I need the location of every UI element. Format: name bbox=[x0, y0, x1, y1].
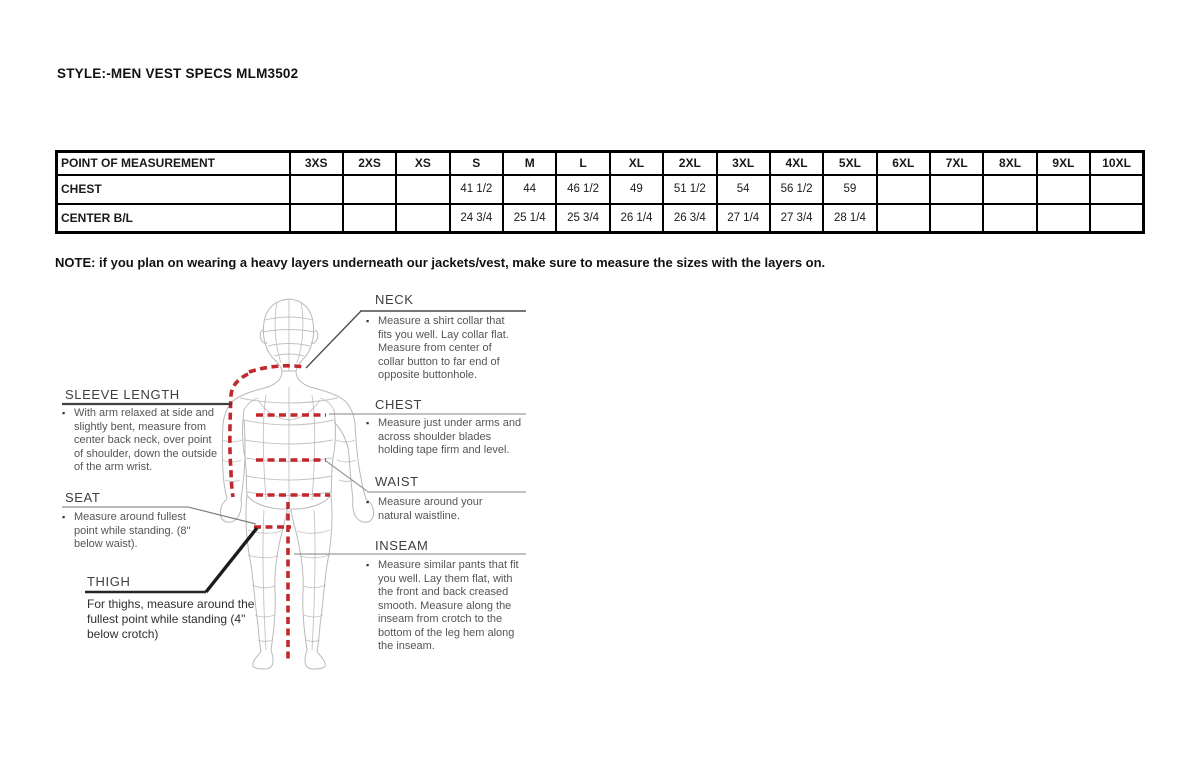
size-column-header: 9XL bbox=[1037, 152, 1090, 175]
size-column-header: S bbox=[450, 152, 503, 175]
sleeve-length-heading: SLEEVE LENGTH bbox=[65, 387, 180, 402]
neck-heading: NECK bbox=[375, 292, 414, 307]
size-column-header: 6XL bbox=[877, 152, 930, 175]
measurement-row-label: CHEST bbox=[57, 175, 290, 204]
chest-heading: CHEST bbox=[375, 397, 423, 412]
chest-description: ▪ Measure just under arms and across shoulder blades holding tape firm and level. bbox=[366, 417, 522, 458]
measurement-value-cell: 46 1/2 bbox=[556, 175, 609, 204]
measurement-value-cell: 25 1/4 bbox=[503, 204, 556, 233]
waist-description: ▪ Measure around your natural waistline. bbox=[366, 496, 506, 523]
measurement-value-cell: 59 bbox=[823, 175, 876, 204]
measurement-value-cell: 26 3/4 bbox=[663, 204, 716, 233]
inseam-heading: INSEAM bbox=[375, 538, 429, 553]
thigh-description: For thighs, measure around the fullest point while standing (4" below crotch) bbox=[87, 597, 255, 641]
size-column-header: 5XL bbox=[823, 152, 876, 175]
size-column-header: XL bbox=[610, 152, 663, 175]
size-column-header: XS bbox=[396, 152, 449, 175]
size-column-header: M bbox=[503, 152, 556, 175]
size-column-header: 10XL bbox=[1090, 152, 1143, 175]
size-column-header: 4XL bbox=[770, 152, 823, 175]
measurement-value-cell: 54 bbox=[717, 175, 770, 204]
thigh-heading: THIGH bbox=[87, 574, 131, 589]
inseam-description: ▪ Measure similar pants that fit you well. Lay them flat, with the front and back creased smooth. Measure along the inseam from crotch to the bottom of the leg hem along the inseam. bbox=[366, 559, 524, 654]
measurement-value-cell: 44 bbox=[503, 175, 556, 204]
size-column-header: 7XL bbox=[930, 152, 983, 175]
seat-description: ▪ Measure around fullest point while standing. (8" below waist). bbox=[62, 511, 207, 552]
note-text: NOTE: if you plan on wearing a heavy layers underneath our jackets/vest, make sure to measure the sizes with the layers on. bbox=[55, 255, 826, 270]
size-column-header: L bbox=[556, 152, 609, 175]
measurement-value-cell: 28 1/4 bbox=[823, 204, 876, 233]
size-column-header: 2XL bbox=[663, 152, 716, 175]
size-column-header: 3XS bbox=[290, 152, 343, 175]
size-column-header: 3XL bbox=[717, 152, 770, 175]
measurement-value-cell: 56 1/2 bbox=[770, 175, 823, 204]
measurement-value-cell: 25 3/4 bbox=[556, 204, 609, 233]
measurement-value-cell: 26 1/4 bbox=[610, 204, 663, 233]
waist-heading: WAIST bbox=[375, 474, 419, 489]
measurement-value-cell: 49 bbox=[610, 175, 663, 204]
measurement-value-cell: 24 3/4 bbox=[450, 204, 503, 233]
seat-heading: SEAT bbox=[65, 490, 101, 505]
page-title: STYLE:-MEN VEST SPECS MLM3502 bbox=[57, 66, 299, 81]
measurement-value-cell: 51 1/2 bbox=[663, 175, 716, 204]
sleeve-length-description: ▪ With arm relaxed at side and slightly bent, measure from center back neck, over point of shoulder, down the outside of the arm wrist. bbox=[62, 407, 222, 475]
measurement-row-label: CENTER B/L bbox=[57, 204, 290, 233]
measurement-column-header: POINT OF MEASUREMENT bbox=[57, 152, 290, 175]
neck-description: ▪ Measure a shirt collar that fits you well. Lay collar flat. Measure from center of collar button to far end of opposite buttonhole. bbox=[366, 315, 518, 383]
measurement-value-cell: 27 1/4 bbox=[717, 204, 770, 233]
size-column-header: 2XS bbox=[343, 152, 396, 175]
measurement-value-cell: 27 3/4 bbox=[770, 204, 823, 233]
size-column-header: 8XL bbox=[983, 152, 1036, 175]
measurement-value-cell: 41 1/2 bbox=[450, 175, 503, 204]
